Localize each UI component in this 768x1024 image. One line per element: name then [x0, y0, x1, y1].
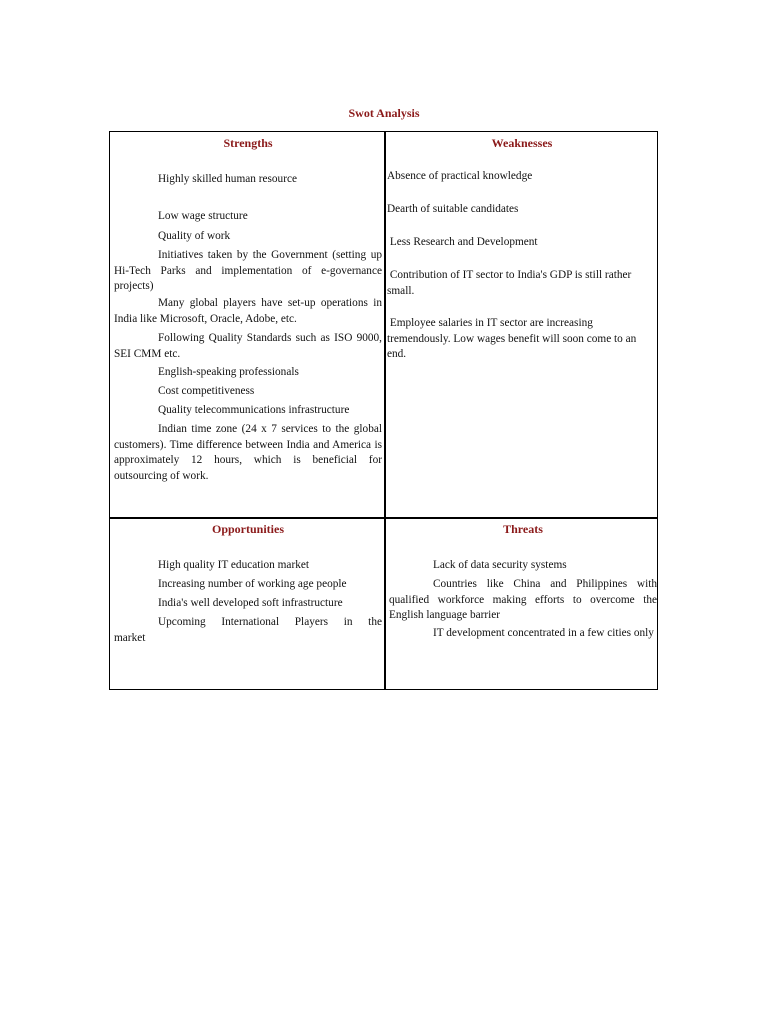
threat-item: Lack of data security systems — [433, 559, 567, 571]
opportunity-item: India's well developed soft infrastructure — [158, 597, 343, 609]
column-divider — [384, 132, 386, 689]
strength-item: Quality of work — [158, 230, 231, 242]
weakness-item: Contribution of IT sector to India's GDP is still rather small. — [387, 269, 635, 297]
opportunities-cell — [114, 519, 382, 689]
strength-item: Indian time zone (24 x 7 services to the global customers). Time difference between India and America is approximately 12 hours, which is beneficial for outsourcing of work. — [114, 423, 382, 482]
opportunity-item: Upcoming International Players in the market — [114, 616, 382, 644]
threat-item: Countries like China and Philippines with qualified workforce making efforts to overcome the English language barrier — [389, 578, 657, 621]
strength-item: Many global players have set-up operations in India like Microsoft, Oracle, Adobe, etc. — [114, 297, 382, 325]
weakness-item: Employee salaries in IT sector are increasing tremendously. Low wages benefit will soon come to an end. — [387, 317, 640, 360]
strengths-heading: Strengths — [223, 136, 273, 150]
threat-item: IT development concentrated in a few cities only — [433, 627, 654, 639]
opportunity-item: Increasing number of working age people — [158, 578, 347, 590]
strength-item: Initiatives taken by the Government (setting up Hi-Tech Parks and implementation of e-governance projects) — [114, 249, 382, 292]
weakness-item: Less Research and Development — [387, 236, 538, 248]
threats-heading: Threats — [503, 522, 543, 536]
strength-item: Highly skilled human resource — [158, 173, 297, 185]
weakness-item: Absence of practical knowledge — [387, 170, 533, 182]
swot-table — [109, 131, 658, 690]
strength-item: Cost competitiveness — [158, 385, 255, 397]
opportunities-heading: Opportunities — [211, 522, 284, 536]
strength-item: Quality telecommunications infrastructure — [158, 404, 350, 416]
threats-cell — [389, 519, 657, 689]
weakness-item: Dearth of suitable candidates — [387, 203, 519, 215]
opportunity-item: High quality IT education market — [158, 559, 310, 571]
document-title: Swot Analysis — [348, 106, 420, 120]
strength-item: Low wage structure — [158, 210, 248, 222]
strength-item: English-speaking professionals — [158, 366, 299, 378]
strengths-cell — [114, 132, 382, 516]
weaknesses-heading: Weaknesses — [491, 136, 553, 150]
weaknesses-cell — [387, 132, 657, 516]
strength-item: Following Quality Standards such as ISO 9000, SEI CMM etc. — [114, 332, 382, 360]
